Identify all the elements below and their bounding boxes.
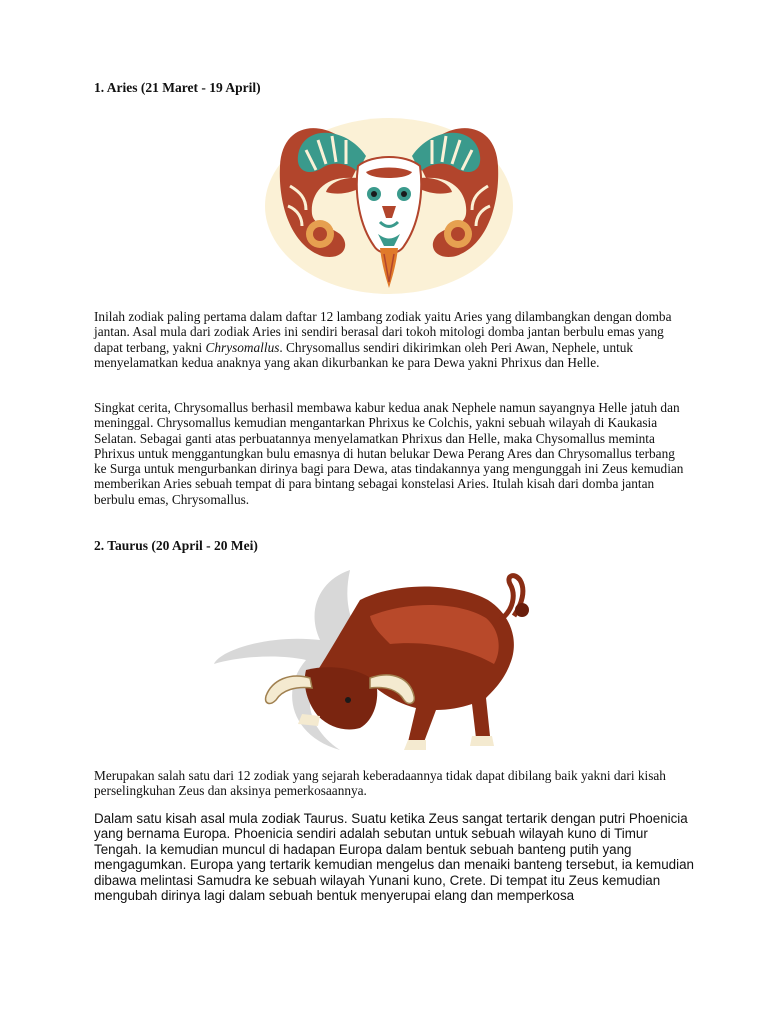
aries-ram-icon <box>262 106 516 296</box>
taurus-bull-illustration <box>210 560 546 756</box>
taurus-heading: 2. Taurus (20 April - 20 Mei) <box>94 538 258 553</box>
taurus-bull-icon <box>210 560 546 756</box>
aries-ram-illustration <box>262 106 516 296</box>
aries-paragraph-2: Singkat cerita, Chrysomallus berhasil membawa kabur kedua anak Nephele namun sayangnya Helle jatuh dan meninggal. Chrysomallus kemudian mengantarkan Phrixus ke Colchis, yakni sebuah wilayah di Kaukasia Selatan. Sebagai ganti atas perbuatannya menyelamatkan Phrixus dan Helle, maka Chysomallus meminta Phrixus untuk menggantungkan bulu emasnya di hutan belukar Dewa Perang Ares dan Chrysomallus terbang ke Surga untuk mengurbankan dirinya bagi para Dewa, atas tindakannya yang mengunggah ini Zeus kemudian memberikan Aries sebuah tempat di para bintang sebagai konstelasi Aries. Itulah kisah dari domba jantan berbulu emas, Chrysomallus. <box>94 400 684 507</box>
aries-paragraph-1-text-end: . Chrysomallus sendiri dikirimkan oleh Peri Awan, Nephele, untuk menyelamatkan kedua anaknya yang akan dikurbankan ke para Dewa yakni Phrixus dan Helle. <box>94 339 634 370</box>
chrysomallus-italic: Chrysomallus <box>205 339 280 355</box>
aries-paragraph-1-text: Inilah zodiak paling pertama dalam daftar 12 lambang zodiak yaitu Aries yang dilambangkan dengan domba jantan. Asal mula dari zodiak Aries ini sendiri berasal dari tokoh mitologi domba jantan berbulu emas yang dapat terbang, yakni <box>94 309 672 355</box>
taurus-paragraph-2: Dalam satu kisah asal mula zodiak Taurus. Suatu ketika Zeus sangat tertarik dengan putri Phoenicia yang bernama Europa. Phoenicia sendiri adalah sebutan untuk sebuah wilayah kuno di Timur Tengah. Ia kemudian muncul di hadapan Europa dalam bentuk sebuah banteng putih yang mengagumkan. Europa yang tertarik kemudian mengelus dan menaiki banteng tersebut, ia kemudian dibawa melintasi Samudra ke sebuah wilayah Yunani kuno, Crete. Di tempat itu Zeus kemudian mengubah dirinya lagi dalam sebuah bentuk menyerupai elang dan memperkosa <box>94 811 694 904</box>
aries-heading: 1. Aries (21 Maret - 19 April) <box>94 80 261 95</box>
taurus-paragraph-1: Merupakan salah satu dari 12 zodiak yang sejarah keberadaannya tidak dapat dibilang baik yakni dari kisah perselingkuhan Zeus dan aksinya pemerkosaannya. <box>94 768 666 799</box>
aries-paragraph-1 <box>94 309 684 370</box>
